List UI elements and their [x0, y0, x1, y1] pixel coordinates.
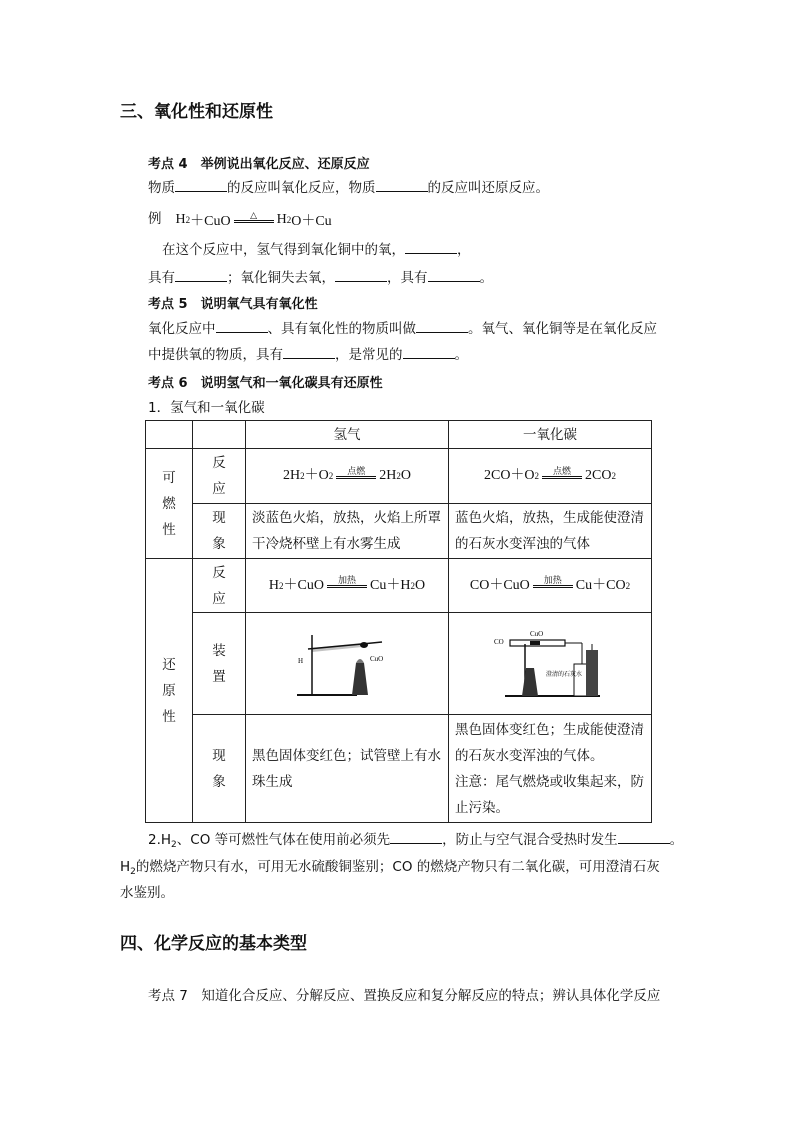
section-title-4: 四、化学反应的基本类型: [120, 934, 307, 954]
phenomenon-co-combustion: 蓝色火焰，放热，生成能使澄清的石灰水变浑浊的气体: [449, 504, 652, 559]
key-point-4: 考点 4 举例说出氧化反应、还原反应: [148, 157, 370, 172]
phenomenon-co-reduction: 黑色固体变红色；生成能使澄清的石灰水变浑浊的气体。 注意：尾气燃烧或收集起来，防止污染。: [449, 715, 652, 823]
label-phenomenon: 现象: [193, 504, 246, 559]
subscript: 2: [625, 580, 631, 591]
table-corner: [146, 421, 193, 449]
subscript: 2: [286, 215, 292, 225]
label-h2: H: [298, 656, 304, 665]
table-corner: [193, 421, 246, 449]
phenomenon-h2-combustion: 淡蓝色火焰，放热，火焰上所罩干冷烧杯壁上有水雾生成: [246, 504, 449, 559]
paragraph-oxidizer-2: 中提供氧的物质，具有 ，是常见的 。: [148, 347, 468, 363]
header-co: 一氧化碳: [449, 421, 652, 449]
header-h2: 氢气: [246, 421, 449, 449]
label-cuo: CuO: [530, 629, 544, 638]
label-reaction: 反应: [193, 559, 246, 613]
subscript: 2: [396, 471, 401, 481]
subscript: 2: [410, 580, 415, 591]
section-title-3: 三、氧化性和还原性: [120, 102, 273, 122]
comparison-table: [145, 420, 652, 823]
blank: [376, 179, 428, 192]
equation-h2-reduction: H 2 ＋CuO 加热 Cu＋H 2 O: [246, 559, 449, 613]
apparatus-co: [449, 613, 652, 715]
key-point-7: 考点 7 知道化合反应、分解反应、置换反应和复分解反应的特点；辨认具体化学反应: [148, 988, 661, 1004]
label-cuo: CuO: [370, 654, 384, 663]
subscript: 2: [185, 215, 191, 225]
subscript: 2: [328, 471, 334, 481]
subscript: 2: [279, 580, 284, 591]
subscript: 2: [611, 471, 616, 481]
label-limewater: 澄清的石灰水: [546, 670, 583, 678]
co-apparatus-diagram: [490, 624, 610, 704]
label-reaction: 反应: [193, 449, 246, 504]
subheading-1: 1．氢气和一氧化碳: [148, 400, 265, 416]
row-header-reducibility: 还原性: [146, 559, 193, 823]
row-header-combustibility: 可燃性: [146, 449, 193, 559]
paragraph-oxidation-def: 物质 的反应叫氧化反应，物质 的反应叫还原反应。: [148, 180, 549, 196]
label-apparatus: 装置: [193, 613, 246, 715]
subscript: 2: [130, 867, 136, 877]
blank: [175, 179, 227, 192]
h2-apparatus-diagram: [292, 627, 402, 701]
example-equation: 例 H 2 ＋CuO △ H 2 O＋Cu: [148, 209, 332, 229]
key-point-5: 考点 5 说明氧气具有氧化性: [148, 297, 318, 312]
apparatus-h2: [246, 613, 449, 715]
subscript: 2: [300, 471, 305, 481]
note-identification-1: $H_2$的燃烧产物只有水，可用无水硫酸铜鉴别；CO 的燃烧产物只有二氧化碳，可用澄清石灰: [120, 859, 660, 877]
paragraph-example-1: 在这个反应中，氢气得到氧化铜中的氧， ，: [162, 242, 471, 258]
phenomenon-h2-reduction: 黑色固体变红色；试管壁上有水珠生成: [246, 715, 449, 823]
label-co: CO: [494, 637, 504, 646]
label-phenomenon: 现象: [193, 715, 246, 823]
paragraph-example-2: 具有 ；氧化铜失去氧， ，具有 。: [148, 270, 493, 286]
equation-co-combustion: 2CO＋O 2 点燃 2CO 2: [449, 449, 652, 504]
note-identification-2: 水鉴别。: [120, 885, 174, 901]
subscript: 2: [171, 840, 177, 850]
paragraph-oxidizer-1: 氧化反应中 、具有氧化性的物质叫做 。氧气、氧化铜等是在氧化反应: [148, 321, 657, 337]
equation-co-reduction: CO＋CuO 加热 Cu＋CO 2: [449, 559, 652, 613]
subscript: 2: [534, 471, 540, 481]
note-combustible-gases: $2.H_2$、CO 等可燃性气体在使用前必须先 ，防止与空气混合受热时发生 。: [148, 832, 684, 850]
key-point-6: 考点 6 说明氢气和一氧化碳具有还原性: [148, 376, 383, 391]
equation-h2-combustion: 2H 2 ＋O 2 点燃 2H 2 O: [246, 449, 449, 504]
